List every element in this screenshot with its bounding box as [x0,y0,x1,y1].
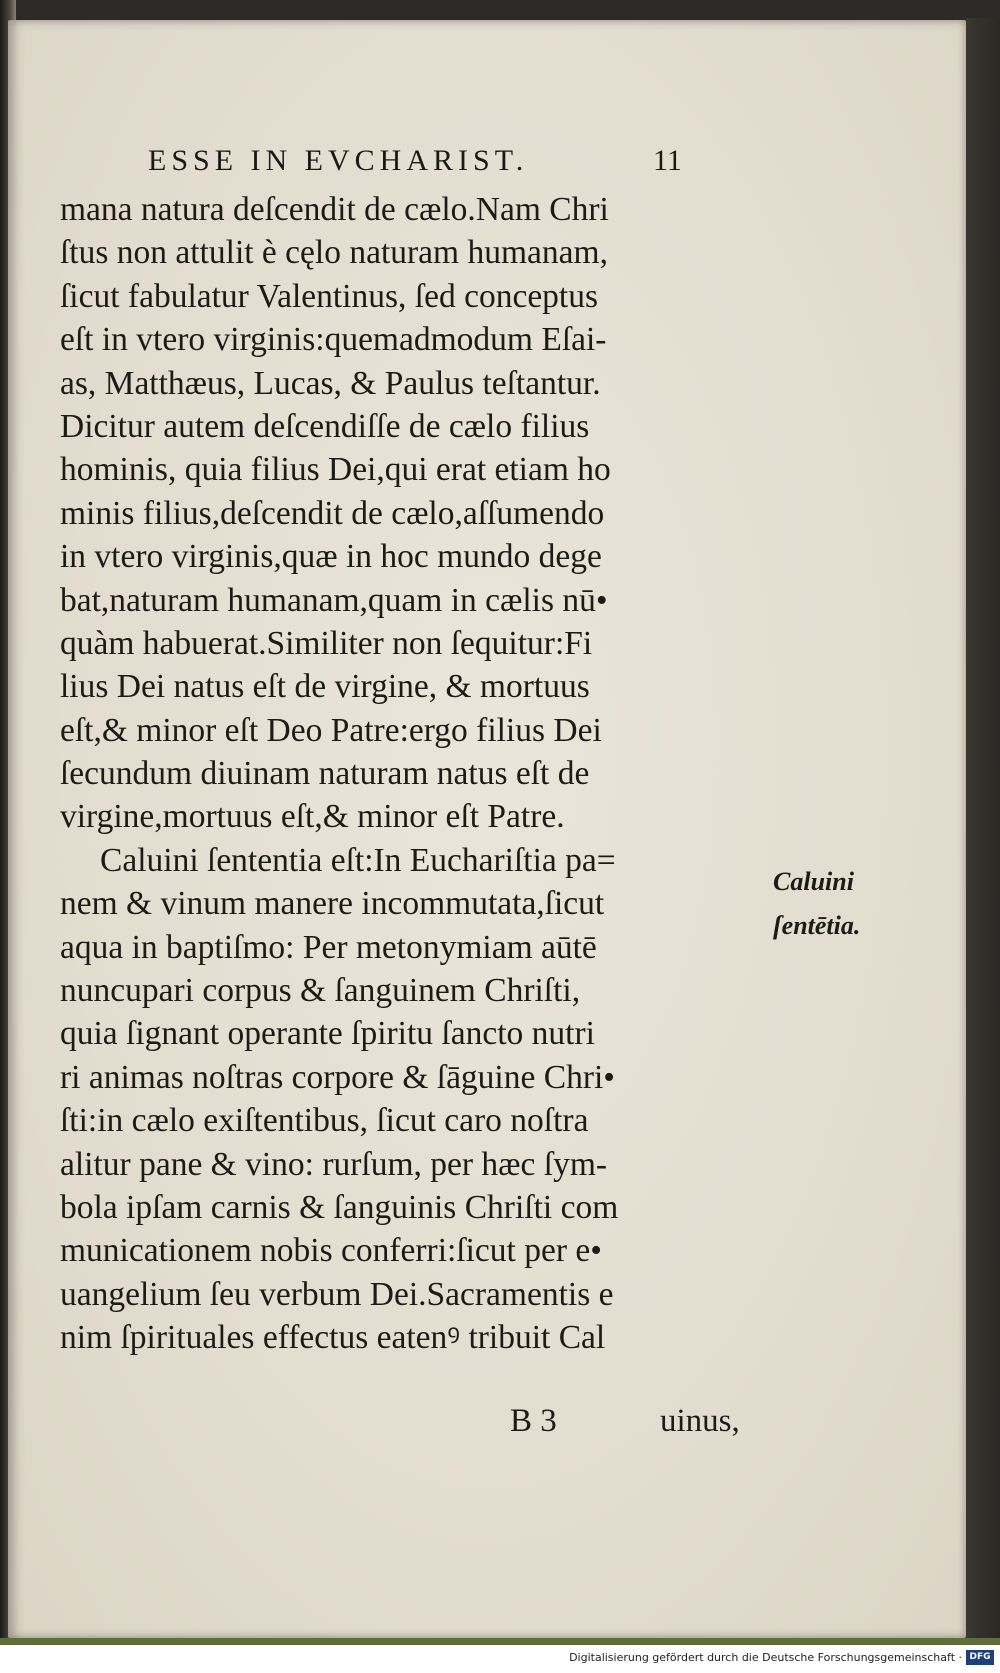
page-header [8,140,966,190]
text-line: minis filius,deſcendit de cælo,aſſumendo [60,494,605,532]
running-head: ESSE IN EVCHARIST. [148,144,529,177]
text-line: nuncupari corpus & ſanguinem Chriſti, [60,972,581,1010]
text-line: nim ſpirituales effectus eatenꝰ tribuit Cal [60,1319,606,1357]
text-line: eſt,& minor eſt Deo Patre:ergo filius Dei [60,711,602,749]
text-line: hominis, quia filius Dei,qui erat etiam ho [60,451,611,489]
paragraph-start-line: Caluini ſententia eſt:In Euchariſtia pa= [100,841,616,879]
text-line: virgine,mortuus eſt,& minor eſt Patre. [60,798,565,836]
text-line: as, Matthæus, Lucas, & Paulus teſtantur. [60,364,601,402]
folio-number: 11 [653,144,682,177]
text-line: ſtus non attulit è cęlo naturam humanam, [60,234,608,272]
text-line: ſicut fabulatur Valentinus, ſed conceptus [60,277,599,315]
page-right-edge [966,18,1000,1645]
text-line: alitur pane & vino: rurſum, per hæc ſym- [60,1145,608,1183]
text-line: ſecundum diuinam naturam natus eſt de [60,755,590,793]
text-line: ſti:in cælo exiſtentibus, ſicut caro noſtra [60,1102,589,1140]
page-bottom-edge [0,1638,1000,1645]
marginal-note [773,860,883,948]
marginal-note-line: Caluini [773,867,854,896]
text-line: uangelium ſeu verbum Dei.Sacramentis e [60,1275,614,1313]
text-line: quia ſignant operante ſpiritu ſancto nutri [60,1015,595,1053]
catchword: uinus, [660,1403,740,1439]
funding-credit: Digitalisierung gefördert durch die Deutsche Forschungsgemeinschaft · [569,1651,962,1664]
dfg-logo: DFG [966,1650,994,1665]
signature-mark: B 3 [510,1403,557,1439]
text-line: ri animas noſtras corpore & ſāguine Chri• [60,1058,616,1096]
text-line: mana natura deſcendit de cælo.Nam Chri [60,191,609,228]
digitization-footer [0,1645,1000,1673]
page-foot [60,1403,760,1451]
text-line: in vtero virginis,quæ in hoc mundo dege [60,538,602,576]
text-line: bola ipſam carnis & ſanguinis Chriſti com [60,1188,619,1226]
body-text [60,188,760,1360]
text-line: lius Dei natus eſt de virgine, & mortuus [60,668,590,706]
text-line: eſt in vtero virginis:quemadmodum Eſai- [60,321,607,359]
text-line: quàm habuerat.Similiter non ſequitur:Fi [60,624,593,662]
text-line: bat,naturam humanam,quam in cælis nū• [60,581,608,619]
text-line: nem & vinum manere incommutata,ſicut [60,885,605,923]
text-line: municationem nobis conferri:ſicut per e• [60,1232,602,1270]
marginal-note-line: ſentētia. [773,911,861,940]
text-line: Dicitur autem deſcendiſſe de cælo filius [60,407,590,445]
text-line: aqua in baptiſmo: Per metonymiam aūtē [60,928,597,966]
book-page [8,20,966,1638]
